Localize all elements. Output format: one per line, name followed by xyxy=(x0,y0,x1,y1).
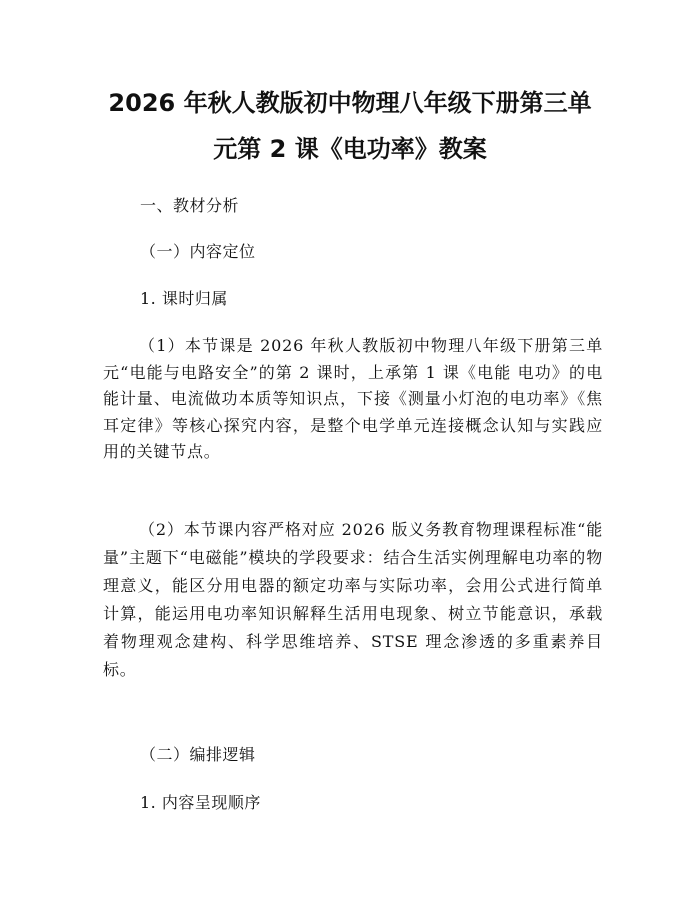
document-title-line-1: 2026 年秋人教版初中物理八年级下册第三单 xyxy=(108,89,592,117)
document-title-line-2: 元第 2 课《电功率》教案 xyxy=(213,135,487,163)
subsection-heading-arrangement-logic: （二）编排逻辑 xyxy=(140,745,256,764)
section-heading-textbook-analysis: 一、教材分析 xyxy=(140,196,240,215)
subsection-heading-content-positioning: （一）内容定位 xyxy=(140,242,256,261)
paragraph-curriculum-standard: （2）本节课内容严格对应 2026 版义务教育物理课程标准“能量”主题下“电磁能”模块的学段要求：结合生活实例理解电功率的物理意义，能区分用电器的额定功率与实际功率，会用公式进行简单计算，能运用电功率知识解释生活用电现象、树立节能意识，承载着物理观念建构、科学思维培养、STSE 理念渗透的多重素养目标。 xyxy=(103,520,603,679)
item-heading-lesson-placement: 1. 课时归属 xyxy=(140,289,228,308)
item-heading-content-order: 1. 内容呈现顺序 xyxy=(140,793,261,812)
paragraph-lesson-placement: （1）本节课是 2026 年秋人教版初中物理八年级下册第三单元“电能与电路安全”的第 2 课时，上承第 1 课《电能 电功》的电能计量、电流做功本质等知识点，下接《测量小灯泡的电功率》《焦耳定律》等核心探究内容，是整个电学单元连接概念认知与实践应用的关键节点。 xyxy=(103,336,603,462)
